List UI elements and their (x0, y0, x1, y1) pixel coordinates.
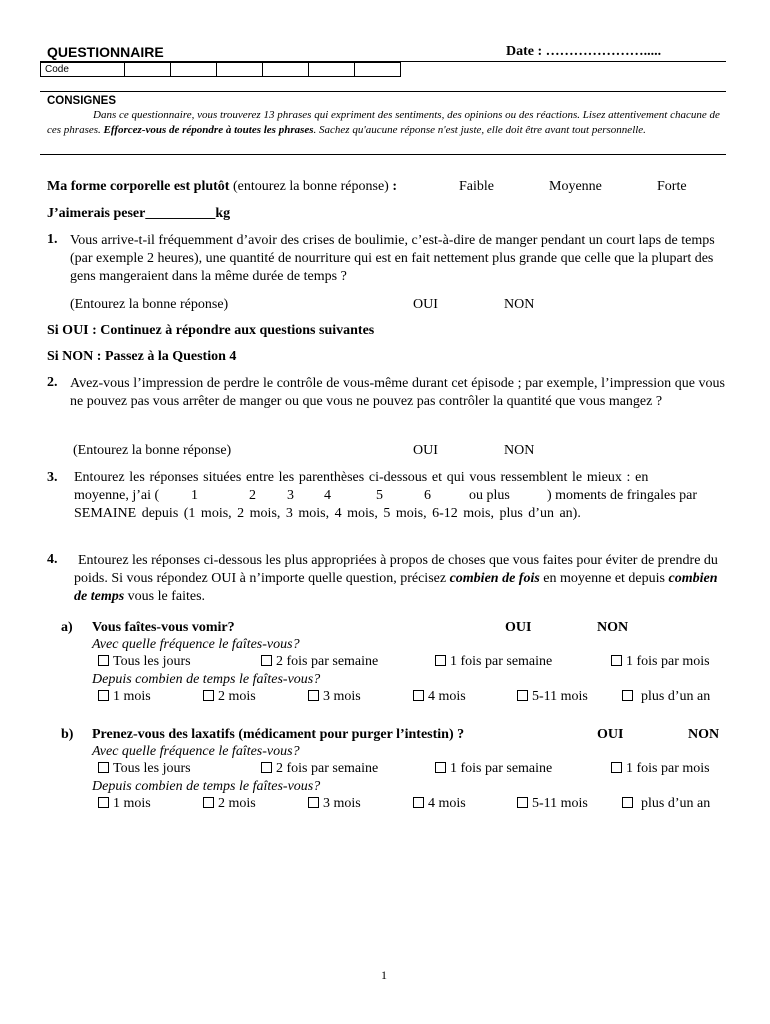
q1-number: 1. (47, 232, 58, 247)
q3-option-ou-plus[interactable]: ou plus (469, 488, 510, 503)
q3-option-1[interactable]: 1 (191, 488, 198, 503)
sub-b-letter: b) (61, 727, 74, 742)
option-label: Tous les jours (113, 761, 191, 776)
checkbox-icon[interactable] (98, 762, 109, 773)
q3-option-6[interactable]: 6 (424, 488, 431, 503)
checkbox-icon[interactable] (308, 797, 319, 808)
sub-a-freq-label: Avec quelle fréquence le faîtes-vous? (92, 637, 300, 652)
option-label: 1 mois (113, 689, 151, 704)
sub-a-dur-option-1[interactable] (98, 689, 151, 705)
option-label: Tous les jours (113, 654, 191, 669)
consignes-text-bold: Efforcez-vous de répondre à toutes les phrases (103, 124, 314, 136)
checkbox-icon[interactable] (98, 655, 109, 666)
q4-number: 4. (47, 552, 58, 567)
sub-b-non[interactable]: NON (688, 727, 720, 742)
q2-number: 2. (47, 375, 58, 390)
checkbox-icon[interactable] (98, 690, 109, 701)
consignes-text-1: Dans ce questionnaire, vous trouverez 13 phrases qui expriment des sentiments, des opinions ou des réactions. Lisez attentivement chacune de ces phrases. (47, 109, 720, 136)
date-field[interactable]: Date : …………………..... (506, 44, 662, 59)
sub-b-freq-option-2[interactable] (261, 761, 378, 777)
option-label: plus d’un an (641, 796, 711, 811)
checkbox-icon[interactable] (517, 690, 528, 701)
option-label: 4 mois (428, 689, 466, 704)
sub-a-dur-option-2[interactable] (203, 689, 256, 705)
option-label: plus d’un an (641, 689, 711, 704)
sub-a-question: Vous faîtes-vous vomir? (92, 620, 235, 635)
code-cell[interactable] (263, 63, 309, 77)
sub-a-oui[interactable]: OUI (505, 620, 532, 635)
q2-instruction: (Entourez la bonne réponse) (73, 443, 232, 458)
checkbox-icon[interactable] (413, 797, 424, 808)
q4-text-1: Entourez les réponses ci-dessous les plus appropriées à propos de choses que vous faites pour éviter de prendre du poids. Si vous répondez OUI à n’importe quelle question, précisez (74, 553, 718, 586)
si-non-instruction: Si NON : Passez à la Question 4 (47, 349, 237, 364)
checkbox-icon[interactable] (435, 762, 446, 773)
option-label: 1 fois par semaine (450, 654, 553, 669)
forme-option-forte[interactable]: Forte (657, 179, 687, 194)
option-label: 4 mois (428, 796, 466, 811)
forme-row (47, 179, 397, 195)
code-grid[interactable] (40, 62, 401, 77)
sub-b-dur-label: Depuis combien de temps le faîtes-vous? (92, 779, 321, 794)
consignes-text-2: . Sachez qu'aucune réponse n'est juste, elle doit être avant tout personnelle. (313, 124, 646, 136)
forme-colon: : (392, 179, 398, 194)
q3-line1: Entourez les réponses situées entre les parenthèses ci-dessous et qui vous ressemblent le mieux : en (74, 470, 649, 485)
q3-number: 3. (47, 470, 58, 485)
page-title: QUESTIONNAIRE (47, 44, 164, 60)
code-cell[interactable] (171, 63, 217, 77)
q4-text-3: vous le faites. (124, 589, 206, 604)
forme-option-moyenne[interactable]: Moyenne (549, 179, 602, 194)
sub-b-freq-option-3[interactable] (435, 761, 552, 777)
q3-option-5[interactable]: 5 (376, 488, 383, 503)
checkbox-icon[interactable] (203, 797, 214, 808)
sub-b-freq-option-4[interactable] (611, 761, 710, 777)
forme-label: Ma forme corporelle est plutôt (47, 179, 230, 194)
sub-b-freq-option-1[interactable] (98, 761, 191, 777)
option-label: 5-11 mois (532, 689, 588, 704)
sub-a-dur-option-3[interactable] (308, 689, 361, 705)
sub-a-dur-option-5[interactable] (517, 689, 588, 705)
q4-text (74, 552, 726, 606)
q3-option-3[interactable]: 3 (287, 488, 294, 503)
q1-non[interactable]: NON (504, 297, 535, 312)
sub-a-dur-option-6[interactable] (622, 689, 710, 705)
page-number: 1 (381, 968, 387, 982)
checkbox-icon[interactable] (98, 797, 109, 808)
poids-field[interactable]: J’aimerais peser__________kg (47, 206, 231, 221)
checkbox-icon[interactable] (517, 797, 528, 808)
sub-a-freq-option-1[interactable] (98, 654, 191, 670)
checkbox-icon[interactable] (622, 797, 633, 808)
code-label: Code (41, 63, 125, 77)
sub-a-dur-option-4[interactable] (413, 689, 466, 705)
q3-option-4[interactable]: 4 (324, 488, 331, 503)
checkbox-icon[interactable] (622, 690, 633, 701)
sub-a-freq-option-2[interactable] (261, 654, 378, 670)
code-cell[interactable] (309, 63, 355, 77)
q4-text-2: en moyenne et depuis (539, 571, 669, 586)
option-label: 1 fois par mois (626, 654, 710, 669)
si-oui-instruction: Si OUI : Continuez à répondre aux questions suivantes (47, 323, 375, 338)
sub-a-non[interactable]: NON (597, 620, 629, 635)
sub-a-freq-option-4[interactable] (611, 654, 710, 670)
option-label: 1 fois par semaine (450, 761, 553, 776)
sub-b-dur-option-1[interactable] (98, 796, 151, 812)
q4-bold-1: combien de fois (449, 571, 540, 586)
option-label: 2 fois par semaine (276, 761, 379, 776)
code-cell[interactable] (125, 63, 171, 77)
checkbox-icon[interactable] (261, 655, 272, 666)
checkbox-icon[interactable] (611, 762, 622, 773)
q2-text: Avez-vous l’impression de perdre le contrôle de vous-même durant cet épisode ; par exemple, l’impression que vous ne pouvez pas vous arrêter de manger ou que vous ne pouvez pas contrôler la quantité que vous mangez ? (70, 376, 725, 409)
forme-instruction: (entourez la bonne réponse) (232, 179, 389, 194)
consignes-heading: CONSIGNES (47, 95, 117, 107)
sub-a-letter: a) (61, 620, 73, 635)
option-label: 2 mois (218, 689, 256, 704)
q3-line2-end: ) moments de fringales par (547, 488, 698, 503)
option-label: 2 fois par semaine (276, 654, 379, 669)
checkbox-icon[interactable] (261, 762, 272, 773)
q3-line2-start: moyenne, j’ai ( (74, 488, 160, 503)
option-label: 1 fois par mois (626, 761, 710, 776)
option-label: 1 mois (113, 796, 151, 811)
q4-bold-2: combien de temps (74, 571, 718, 604)
q1-oui[interactable]: OUI (413, 297, 438, 312)
option-label: 3 mois (323, 796, 361, 811)
checkbox-icon[interactable] (435, 655, 446, 666)
consignes-text (47, 108, 727, 138)
consignes-rule (40, 91, 726, 92)
checkbox-icon[interactable] (308, 690, 319, 701)
option-label: 5-11 mois (532, 796, 588, 811)
q1-instruction: (Entourez la bonne réponse) (70, 297, 229, 312)
sub-b-dur-option-2[interactable] (203, 796, 256, 812)
sub-b-freq-label: Avec quelle fréquence le faîtes-vous? (92, 744, 300, 759)
q1-text: Vous arrive-t-il fréquemment d’avoir des crises de boulimie, c’est-à-dire de manger pendant un court laps de temps (par exemple 2 heures), une quantité de nourriture qui est en fait nettement plus grande que celle que la plupart des gens mangeraient dans la même durée de temps ? (70, 233, 715, 284)
sub-a-dur-label: Depuis combien de temps le faîtes-vous? (92, 672, 321, 687)
q2-oui[interactable]: OUI (413, 443, 438, 458)
sub-b-question: Prenez-vous des laxatifs (médicament pour purger l’intestin) ? (92, 727, 465, 742)
sub-b-dur-option-5[interactable] (517, 796, 588, 812)
option-label: 2 mois (218, 796, 256, 811)
consignes-bottom-rule (40, 154, 726, 155)
sub-b-dur-option-4[interactable] (413, 796, 466, 812)
sub-b-dur-option-3[interactable] (308, 796, 361, 812)
forme-option-faible[interactable]: Faible (459, 179, 494, 194)
sub-b-oui[interactable]: OUI (597, 727, 624, 742)
checkbox-icon[interactable] (203, 690, 214, 701)
sub-b-dur-option-6[interactable] (622, 796, 710, 812)
q3-option-2[interactable]: 2 (249, 488, 256, 503)
option-label: 3 mois (323, 689, 361, 704)
sub-a-freq-option-3[interactable] (435, 654, 552, 670)
q2-non[interactable]: NON (504, 443, 535, 458)
q3-line3: SEMAINE depuis (1 mois, 2 mois, 3 mois, 4 mois, 5 mois, 6-12 mois, plus d’un an). (74, 506, 581, 521)
code-cell[interactable] (217, 63, 263, 77)
checkbox-icon[interactable] (413, 690, 424, 701)
code-cell[interactable] (355, 63, 401, 77)
checkbox-icon[interactable] (611, 655, 622, 666)
